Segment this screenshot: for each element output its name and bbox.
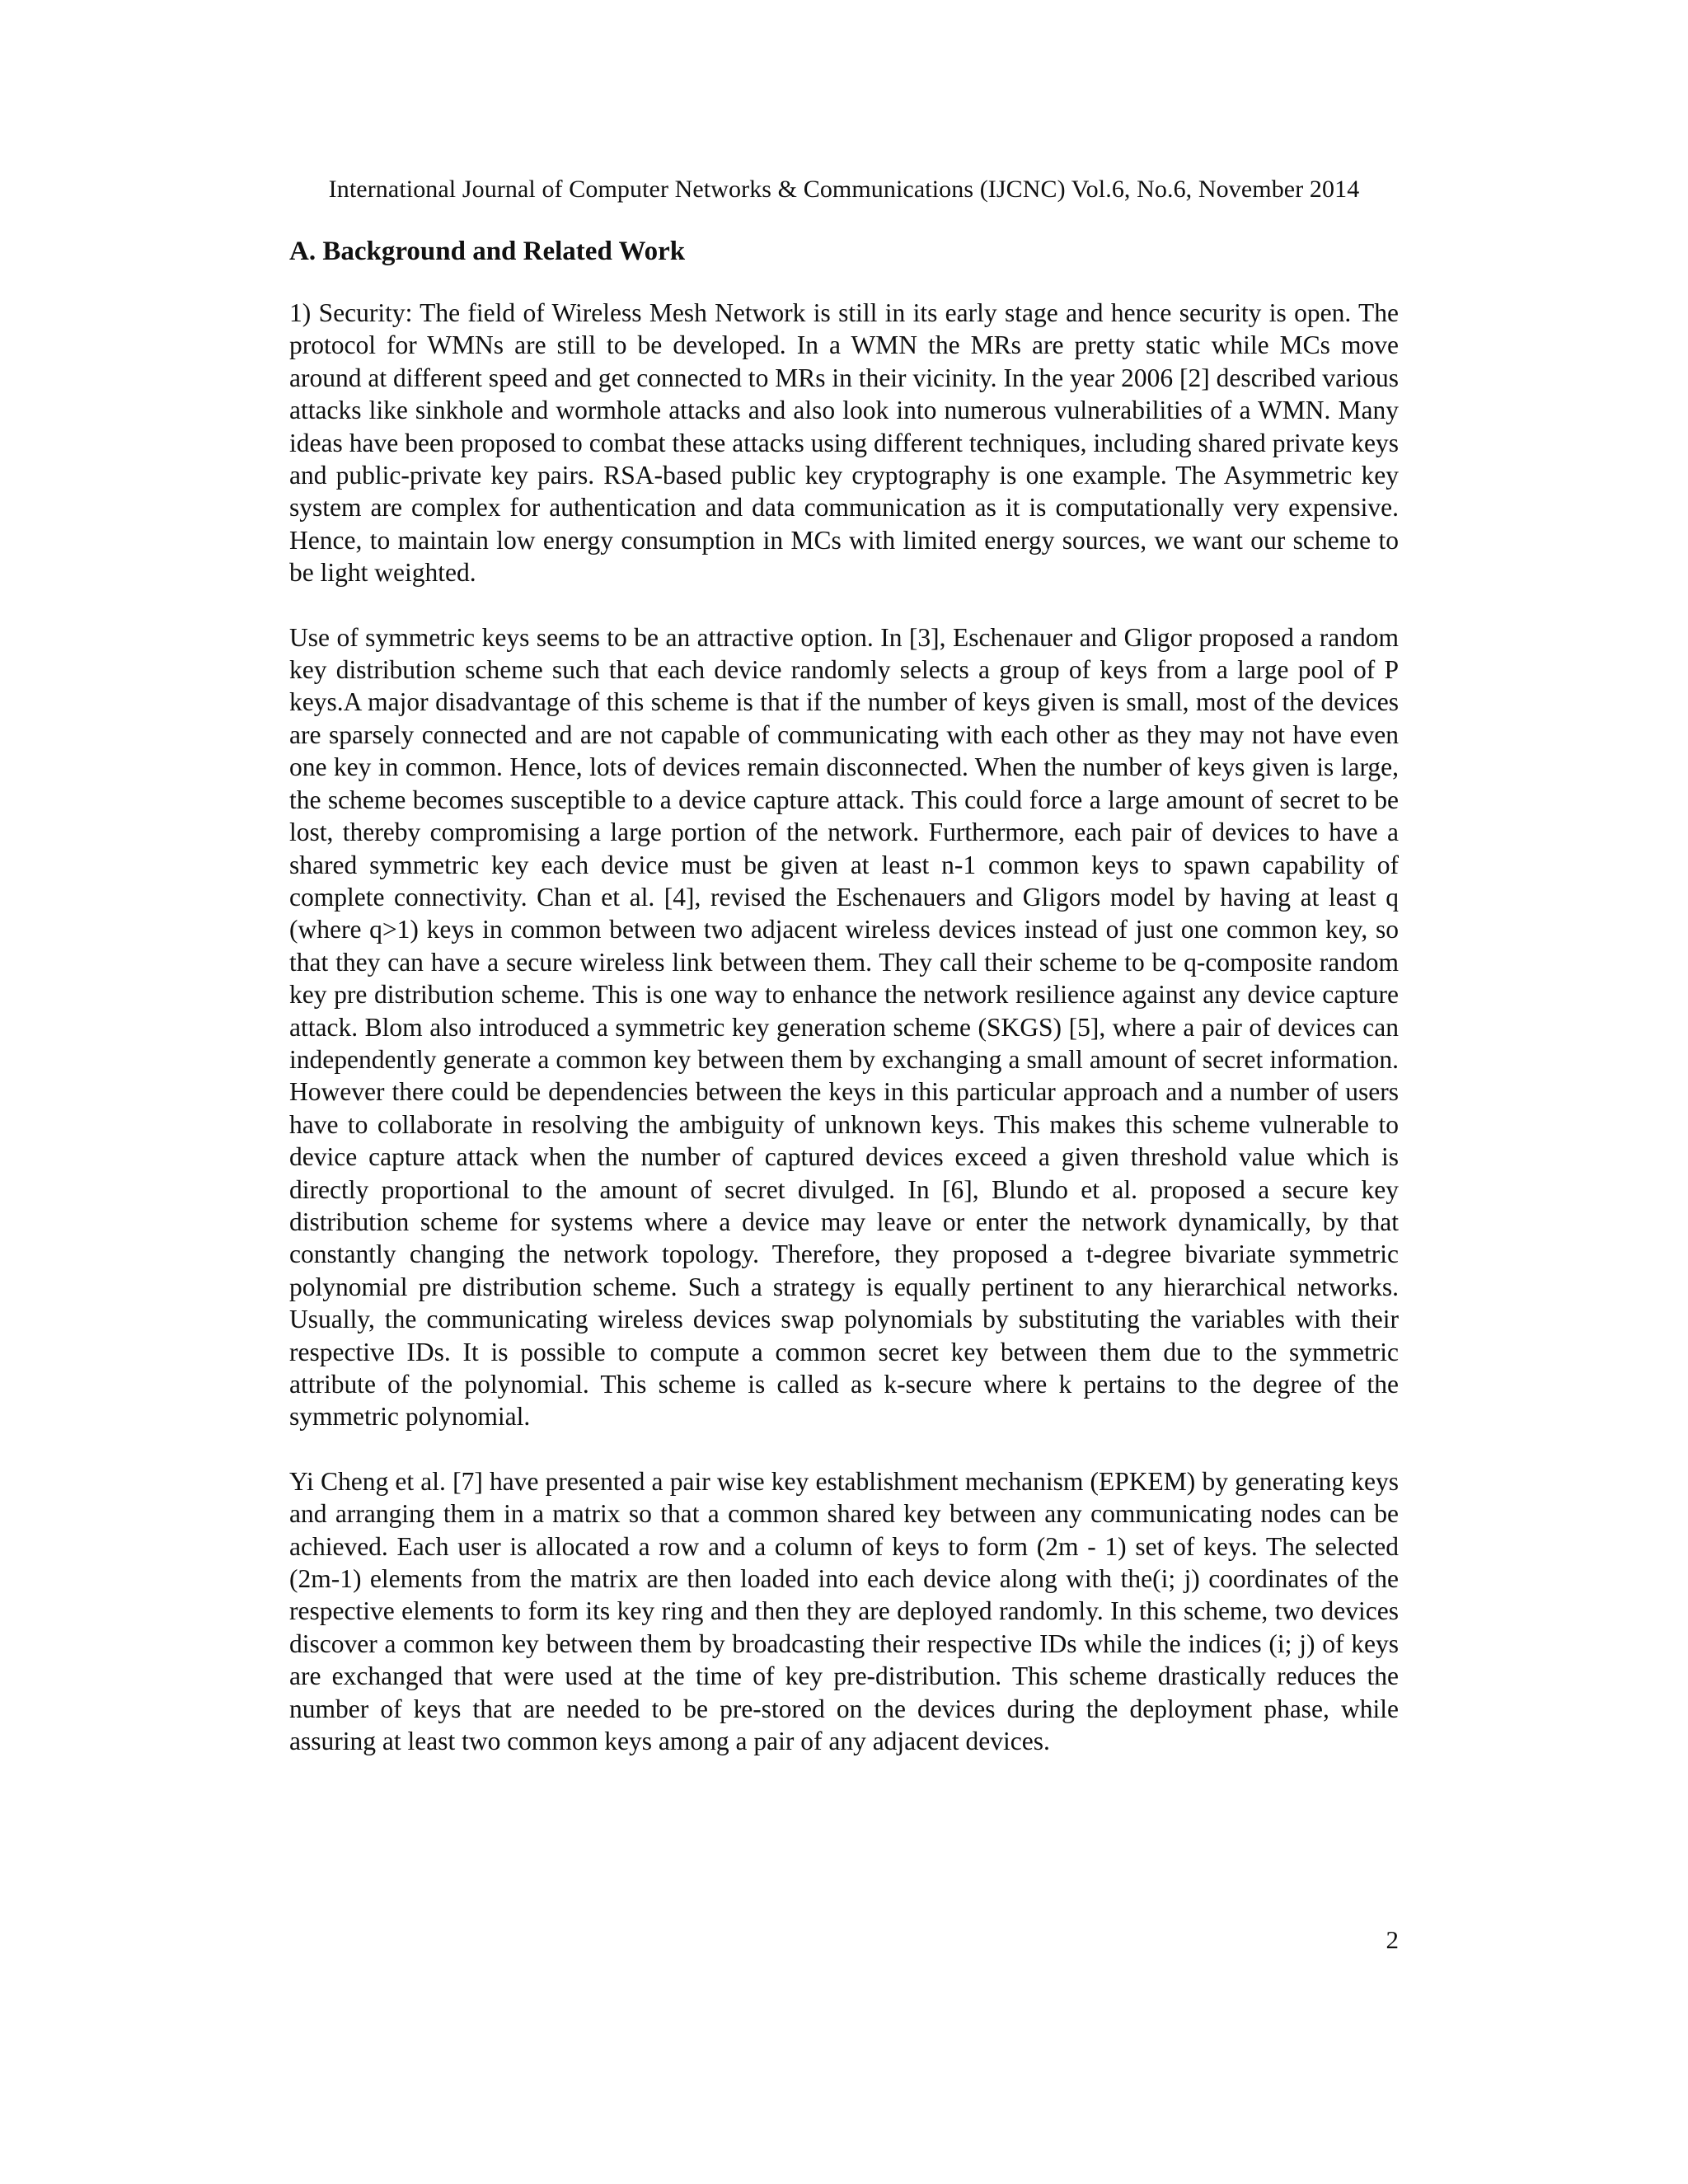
section-body — [289, 235, 1399, 1789]
section-heading: A. Background and Related Work — [289, 237, 686, 266]
paragraph-security: 1) Security: The field of Wireless Mesh Network is still in its early stage and hence security is open. The protocol for WMNs are still to be developed. In a WMN the MRs are pretty static while MCs move around at different speed and get connected to MRs in their vicinity. In the year 2006 [2] described various attacks like sinkhole and wormhole attacks and also look into numerous vulnerabilities of a WMN. Many ideas have been proposed to combat these attacks using different techniques, including shared private keys and public-private key pairs. RSA-based public key cryptography is one example. The Asymmetric key system are complex for authentication and data communication as it is computationally very expensive. Hence, to maintain low energy consumption in MCs with limited energy sources, we want our scheme to be light weighted. — [289, 298, 1399, 588]
running-header: International Journal of Computer Networks & Communications (IJCNC) Vol.6, No.6, November 2014 — [328, 176, 1360, 203]
page-number: 2 — [1386, 1925, 1399, 1954]
paragraph-symmetric-keys: Use of symmetric keys seems to be an attractive option. In [3], Eschenauer and Gligor proposed a random key distribution scheme such that each device randomly selects a group of keys from a large pool of P keys.A major disadvantage of this scheme is that if the number of keys given is small, most of the devices are sparsely connected and are not capable of communicating with each other as they may not have even one key in common. Hence, lots of devices remain disconnected. When the number of keys given is large, the scheme becomes susceptible to a device capture attack. This could force a large amount of secret to be lost, thereby compromising a large portion of the network. Furthermore, each pair of devices to have a shared symmetric key each device must be given at least n-1 common keys to spawn capability of complete connectivity. Chan et al. [4], revised the Eschenauers and Gligors model by having at least q (where q>1) keys in common between two adjacent wireless devices instead of just one common key, so that they can have a secure wireless link between them. They call their scheme to be q-composite random key pre distribution scheme. This is one way to enhance the network resilience against any device capture attack. Blom also introduced a symmetric key generation scheme (SKGS) [5], where a pair of devices can independently generate a common key between them by exchanging a small amount of secret information. However there could be dependencies between the keys in this particular approach and a number of users have to collaborate in resolving the ambiguity of unknown keys. This makes this scheme vulnerable to device capture attack when the number of captured devices exceed a given threshold value which is directly proportional to the amount of secret divulged. In [6], Blundo et al. proposed a secure key distribution scheme for systems where a device may leave or enter the network dynamically, by that constantly changing the network topology. Therefore, they proposed a t-degree bivariate symmetric polynomial pre distribution scheme. Such a strategy is equally pertinent to any hierarchical networks. Usually, the communicating wireless devices swap polynomials by substituting the variables with their respective IDs. It is possible to compute a common secret key between them due to the symmetric attribute of the polynomial. This scheme is called as k-secure where k pertains to the degree of the symmetric polynomial. — [289, 622, 1399, 1432]
paragraph-epkem: Yi Cheng et al. [7] have presented a pair wise key establishment mechanism (EPKEM) by generating keys and arranging them in a matrix so that a common shared key between any communicating nodes can be achieved. Each user is allocated a row and a column of keys to form (2m - 1) set of keys. The selected (2m-1) elements from the matrix are then loaded into each device along with the(i; j) coordinates of the respective elements to form its key ring and then they are deployed randomly. In this scheme, two devices discover a common key between them by broadcasting their respective IDs while the indices (i; j) of keys are exchanged that were used at the time of key pre-distribution. This scheme drastically reduces the number of keys that are needed to be pre-stored on the devices during the deployment phase, while assuring at least two common keys among a pair of any adjacent devices. — [289, 1466, 1399, 1756]
